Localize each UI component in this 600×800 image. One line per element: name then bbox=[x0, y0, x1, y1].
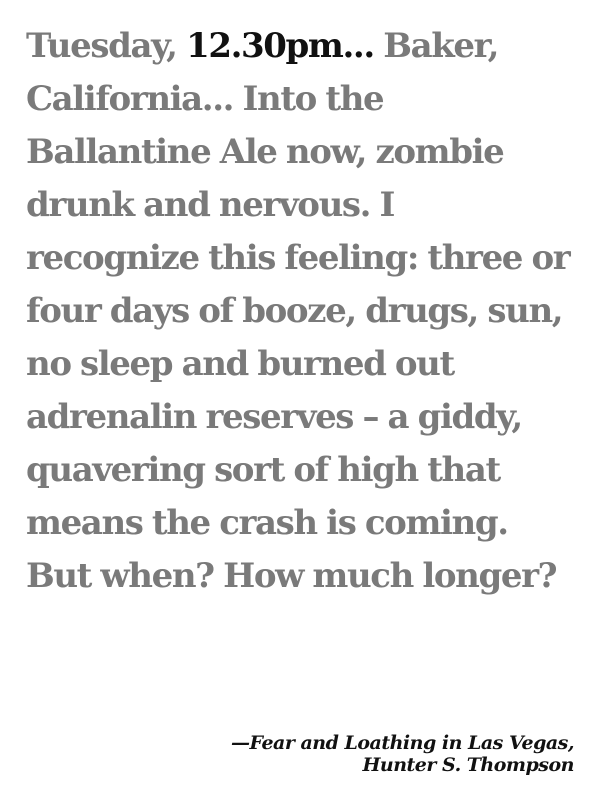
attribution-author: Hunter S. Thompson bbox=[362, 754, 574, 776]
quote-text bbox=[26, 20, 574, 603]
quote-time: 12.30pm... bbox=[186, 26, 374, 66]
quote-body: Baker, California... Into the Ballantine Ale now, zombie drunk and nervous. I recognize this feeling: three or four days of booze, drugs, sun, no sleep and burned out adrenalin reserves – a giddy, quavering sort of high that means the crash is coming. But when? How much longer? bbox=[26, 26, 570, 596]
attribution bbox=[231, 732, 574, 776]
attribution-work: —Fear and Loathing in Las Vegas, bbox=[231, 732, 574, 754]
quote-day: Tuesday, bbox=[26, 26, 177, 66]
